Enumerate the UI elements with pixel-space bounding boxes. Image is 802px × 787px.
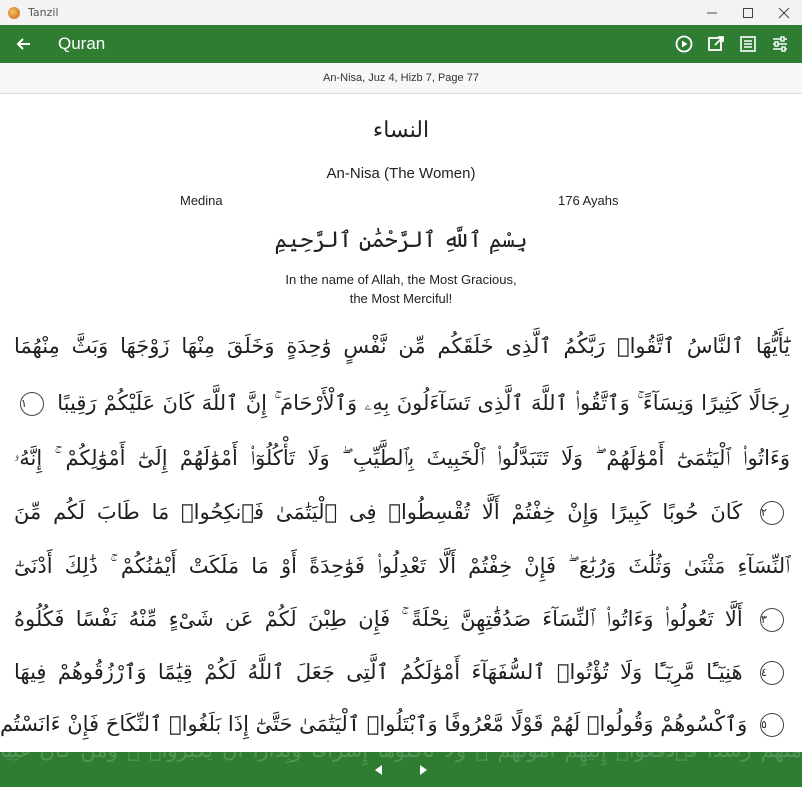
bismillah-translation-line-1: In the name of Allah, the Most Gracious,: [285, 272, 517, 287]
verse-line-3[interactable]: وَءَاتُوا۟ ٱلْيَتَٰمَىٰٓ أَمْوَٰلَهُمْ ۖ وَلَا تَتَبَدَّلُوا۟ ٱلْخَبِيثَ بِٱلطَّيِّبِ ۖ وَلَا تَأْكُلُوٓا۟ أَمْوَٰلَهُمْ إِلَىٰٓ أَمْوَٰلِكُمْ ۚ إِنَّهُۥ: [14, 446, 790, 470]
window-title: Tanzil: [28, 6, 59, 19]
window-controls: [694, 0, 802, 25]
app-logo-icon: [8, 7, 20, 19]
verse-line-5[interactable]: ٱلنِّسَآءِ مَثْنَىٰ وَثُلَٰثَ وَرُبَٰعَ ۖ فَإِنْ خِفْتُمْ أَلَّا تَعْدِلُوا۟ فَوَٰحِدَةً أَوْ مَا مَلَكَتْ أَيْمَٰنُكُمْ ۚ ذَٰلِكَ أَدْنَىٰٓ: [14, 554, 790, 578]
bismillah: بِسْمِ ٱللَّهِ ٱلرَّحْمَٰنِ ٱلرَّحِيمِ: [274, 228, 528, 253]
verse-line-8-text: وَٱكْسُوهُمْ وَقُولُوا۟ لَهُمْ قَوْلًا مَّعْرُوفًا وَٱبْتَلُوا۟ ٱلْيَتَٰمَىٰ حَتَّىٰٓ إِذَا بَلَغُوا۟ ٱلنِّكَاحَ فَإِنْ ءَانَسْتُم: [0, 712, 748, 736]
ayah-number-marker: ٣: [760, 608, 784, 632]
next-page-arrow-icon[interactable]: [401, 752, 445, 787]
bismillah-translation: [0, 270, 802, 308]
back-arrow-icon[interactable]: [0, 25, 46, 63]
verse-line-6[interactable]: [14, 599, 790, 639]
verse-line-4[interactable]: [14, 492, 790, 532]
surah-arabic-name: النساء: [372, 118, 430, 143]
window-titlebar: [0, 0, 802, 25]
verse-line-4-text: كَانَ حُوبًا كَبِيرًا وَإِنْ خِفْتُمْ أَلَّا تُقْسِطُوا۟ فِى ٱلْيَتَٰمَىٰ فَٱنكِحُوا۟ مَا طَابَ لَكُم مِّنَ: [14, 500, 743, 524]
ayah-number-marker: ١: [20, 392, 44, 416]
settings-sliders-icon[interactable]: [764, 25, 796, 63]
bismillah-translation-line-2: the Most Merciful!: [349, 291, 453, 306]
location-info: An-Nisa, Juz 4, Hizb 7, Page 77: [0, 63, 802, 94]
ayah-number-marker: ٥: [760, 713, 784, 737]
surah-ayah-count: 176 Ayahs: [558, 193, 619, 208]
app-bar: [0, 25, 802, 63]
surah-english-name: An-Nisa (The Women): [326, 165, 476, 182]
maximize-icon[interactable]: [730, 0, 766, 25]
previous-page-arrow-icon[interactable]: [357, 752, 401, 787]
page-title: Quran: [58, 34, 106, 53]
surah-revelation-place: Medina: [180, 193, 223, 208]
open-external-icon[interactable]: [700, 25, 732, 63]
app-bar-actions: [668, 25, 796, 63]
verse-line-7-text: هَنِيٓـًٔا مَّرِيٓـًٔا وَلَا تُؤْتُوا۟ ٱلسُّفَهَآءَ أَمْوَٰلَكُمُ ٱلَّتِى جَعَلَ ٱللَّهُ لَكُمْ قِيَٰمًا وَٱرْزُقُوهُمْ فِيهَا: [14, 660, 743, 684]
verse-line-2[interactable]: [14, 383, 790, 423]
ayah-number-marker: ٢: [760, 501, 784, 525]
quran-page-content: [0, 94, 802, 752]
verse-line-6-text: أَلَّا تَعُولُوا۟ وَءَاتُوا۟ ٱلنِّسَآءَ صَدُقَٰتِهِنَّ نِحْلَةً ۚ فَإِن طِبْنَ لَكُمْ عَن شَىْءٍ مِّنْهُ نَفْسًا فَكُلُوهُ: [14, 607, 743, 631]
verse-line-2-text: رِجَالًا كَثِيرًا وَنِسَآءً ۚ وَٱتَّقُوا۟ ٱللَّهَ ٱلَّذِى تَسَآءَلُونَ بِهِۦ وَٱلْأَرْحَامَ ۚ إِنَّ ٱللَّهَ كَانَ عَلَيْكُمْ رَقِيبًا: [57, 391, 790, 415]
play-icon[interactable]: [668, 25, 700, 63]
scrolled-verse-line: مِّنْهُمْ رُشْدًا فَٱدْفَعُوٓا۟ إِلَيْهِمْ أَمْوَٰلَهُمْ ۖ وَلَا تَأْكُلُوهَآ إِسْرَافًا وَبِدَارًا أَن يَكْبَرُوا۟ ۚ وَمَن كَانَ غَنِيًّا: [0, 738, 802, 762]
bottom-navigation-bar: [0, 738, 802, 787]
verse-line-7[interactable]: [14, 652, 790, 692]
verse-line-1[interactable]: يَٰٓأَيُّهَا ٱلنَّاسُ ٱتَّقُوا۟ رَبَّكُمُ ٱلَّذِى خَلَقَكُم مِّن نَّفْسٍ وَٰحِدَةٍ وَخَلَقَ مِنْهَا زَوْجَهَا وَبَثَّ مِنْهُمَا: [14, 334, 790, 358]
list-icon[interactable]: [732, 25, 764, 63]
close-icon[interactable]: [766, 0, 802, 25]
minimize-icon[interactable]: [694, 0, 730, 25]
ayah-number-marker: ٤: [760, 661, 784, 685]
